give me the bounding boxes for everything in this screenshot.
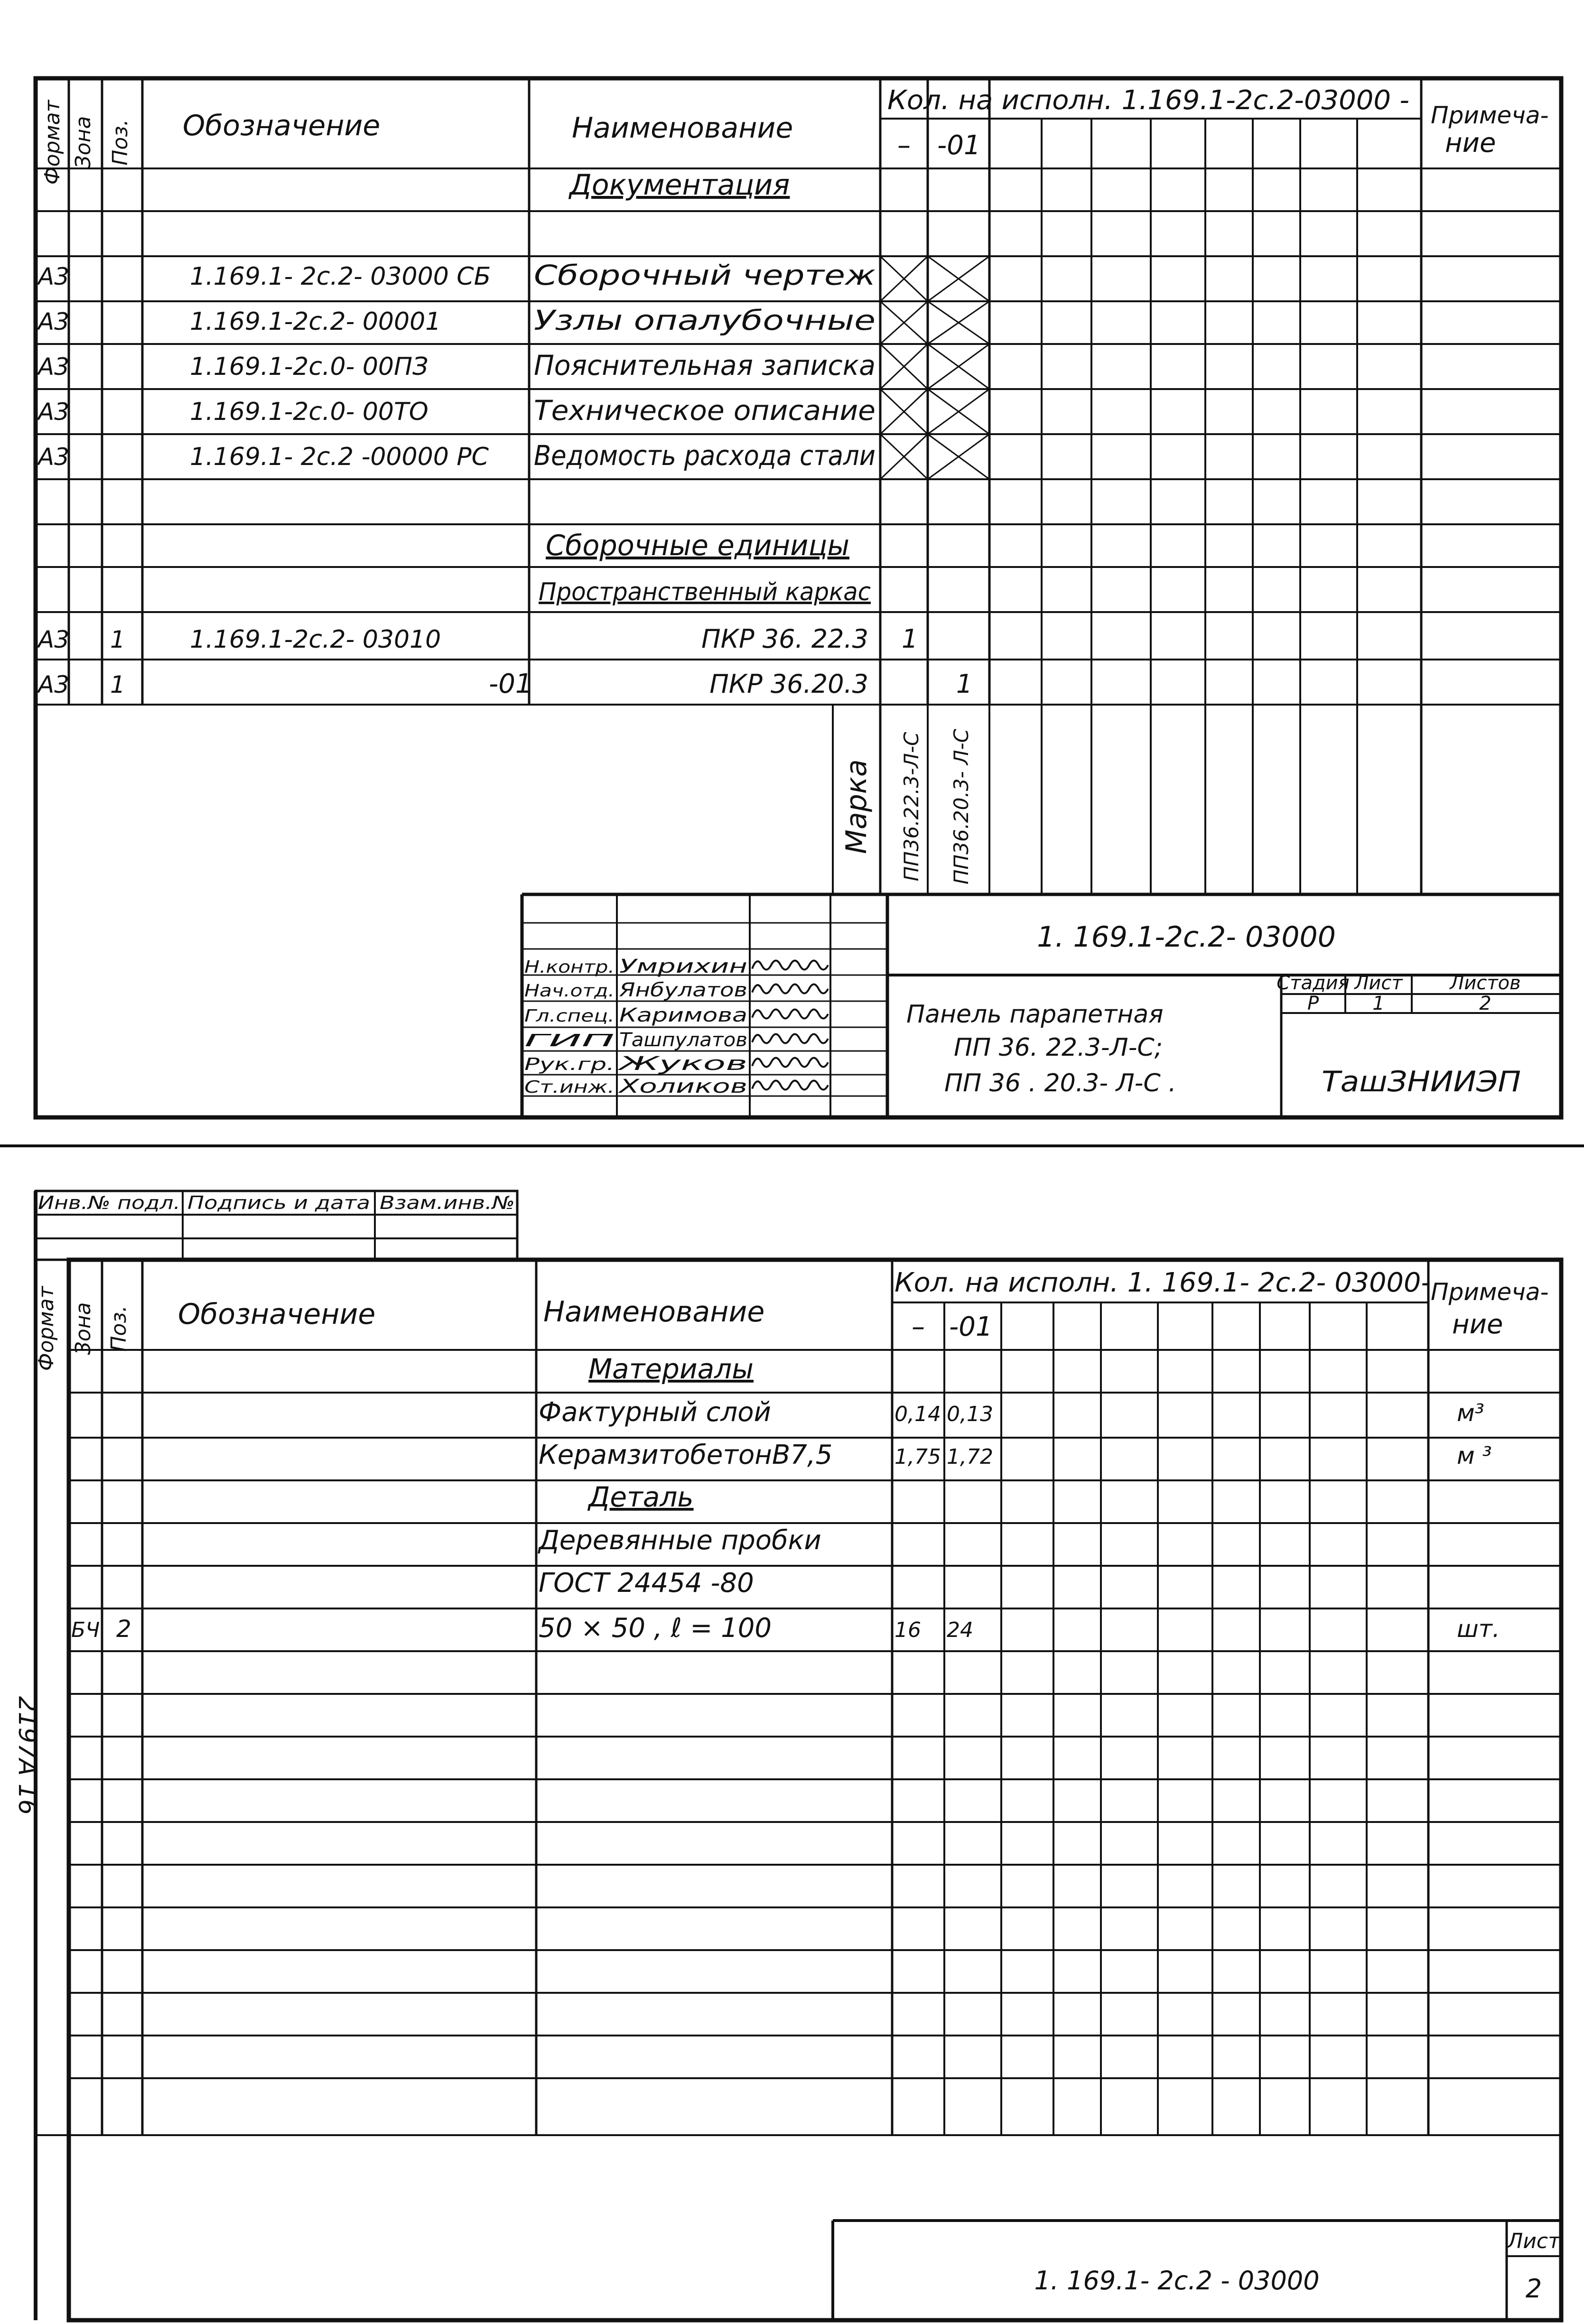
material-row-name: Фактурный слой <box>539 1397 771 1428</box>
material-row-name: Материалы <box>588 1353 754 1385</box>
col-qty-header: Кол. на исполн. 1.169.1-2с.2-03000 - <box>887 85 1409 116</box>
doc-row-format: А3 <box>38 353 70 381</box>
stamp-stage: Р <box>1307 993 1319 1014</box>
signature-mark <box>752 1081 828 1090</box>
doc-row-name: Узлы опалубочные <box>534 304 876 336</box>
material-row-name: КерамзитобетонВ7,5 <box>539 1440 833 1470</box>
material-row-qty-b: 24 <box>947 1618 973 1642</box>
bottom-sheet-label: Лист <box>1507 2229 1560 2253</box>
doc-row-designation: 1.169.1-2с.0- 00ПЗ <box>190 353 429 381</box>
doc-row-name: Техническое описание <box>534 394 876 427</box>
bottom-sheet-number: 2 <box>1525 2274 1542 2304</box>
col-name-header: Наименование <box>572 112 793 145</box>
stamp-title: ПП 36. 22.3-Л-С; <box>954 1033 1163 1062</box>
signature-date-label: Подпись и дата <box>187 1192 370 1213</box>
material-row-name: ГОСТ 24454 -80 <box>539 1568 754 1599</box>
margin-number: 2197А 16 <box>13 1696 41 1815</box>
doc-row-designation: 1.169.1- 2с.2 -00000 РС <box>190 443 489 471</box>
material-row-name: Деревянные пробки <box>539 1525 821 1556</box>
section-assembly-heading: Сборочные единицы <box>546 529 849 562</box>
marka-value: ПП36.20.3- Л-С <box>950 728 973 885</box>
signature-mark <box>752 985 828 994</box>
sheet2-frame <box>69 1260 1561 2320</box>
material-row-note: шт. <box>1457 1615 1500 1643</box>
material-row-pos: 2 <box>116 1615 131 1643</box>
material-row-qty-a: 16 <box>894 1618 921 1642</box>
col-note-header-2: ние <box>1452 1309 1503 1340</box>
assembly-row-pos: 1 <box>110 671 125 698</box>
signature-mark <box>752 961 828 970</box>
signature-name: Жуков <box>616 1053 747 1075</box>
assembly-row-designation: -01 <box>489 669 532 699</box>
stamp-title: ПП 36 . 20.3- Л-С . <box>944 1069 1176 1097</box>
signature-role: Нач.отд. <box>524 981 615 1001</box>
assembly-row-name: ПКР 36.20.3 <box>709 669 868 699</box>
col-format-header: Формат <box>40 100 65 185</box>
marka-label: Марка <box>840 759 873 854</box>
col-note-header: Примеча- <box>1431 102 1549 129</box>
assembly-row-qty-a: 1 <box>902 624 918 654</box>
doc-row-name: Сборочный чертеж <box>534 259 876 291</box>
col-pos-header: Поз. <box>108 119 132 166</box>
stamp-sheets-label: Листов <box>1450 972 1521 994</box>
signature-name: Холиков <box>617 1076 747 1097</box>
col-note-header: Примеча- <box>1431 1278 1549 1306</box>
col-format-header: Формат <box>34 1286 58 1371</box>
signature-role: ГИП <box>524 1031 615 1050</box>
material-row-note: м³ <box>1457 1399 1484 1427</box>
stamp-title: Панель парапетная <box>906 1000 1164 1029</box>
doc-row-format: А3 <box>38 263 70 290</box>
stamp-sheets: 2 <box>1479 993 1491 1014</box>
stamp-stage-label: Стадия <box>1277 972 1350 994</box>
doc-row-format: А3 <box>38 398 70 426</box>
doc-row-format: А3 <box>38 443 70 471</box>
assembly-row-designation: 1.169.1-2с.2- 03010 <box>190 625 441 654</box>
col-qty-dash: – <box>912 1311 925 1342</box>
assembly-row-format: А3 <box>38 671 70 698</box>
stamp-sheet: 1 <box>1372 993 1385 1014</box>
doc-row-name: Ведомость расхода стали <box>534 439 876 472</box>
col-qty-header: Кол. на исполн. 1. 169.1- 2с.2- 03000- <box>894 1267 1431 1298</box>
material-row-note: м ³ <box>1457 1442 1492 1469</box>
assembly-row-qty-b: 1 <box>956 669 973 699</box>
signature-mark <box>752 1058 828 1067</box>
doc-row-designation: 1.169.1-2с.2- 00001 <box>190 307 441 336</box>
col-qty-dash: – <box>897 130 911 161</box>
stamp-sheet-label: Лист <box>1354 972 1403 994</box>
signature-role: Рук.гр. <box>524 1055 615 1074</box>
col-qty-01: -01 <box>949 1311 993 1342</box>
section-docs-heading: Документация <box>569 168 790 202</box>
marka-value: ПП36.22.3-Л-С <box>900 732 923 882</box>
subsection-frame-heading: Пространственный каркас <box>539 578 871 606</box>
col-designation-header: Обозначение <box>183 109 381 142</box>
col-qty-01: -01 <box>937 130 981 161</box>
signature-mark <box>752 1010 828 1019</box>
col-pos-header: Поз. <box>107 1305 131 1352</box>
material-row-qty-a: 1,75 <box>894 1445 941 1469</box>
col-note-header-2: ние <box>1445 128 1496 158</box>
material-row-name: Деталь <box>588 1481 694 1513</box>
material-row-name: 50 × 50 , ℓ = 100 <box>539 1613 772 1644</box>
signature-role: Гл.спец. <box>524 1006 615 1026</box>
signature-name: Каримова <box>619 1004 747 1026</box>
assembly-row-name: ПКР 36. 22.3 <box>701 624 868 654</box>
stamp-org: ТашЗНИИЭП <box>1322 1065 1521 1098</box>
signature-name: Умрихин <box>619 956 747 977</box>
col-zone-header: Зона <box>71 1302 95 1355</box>
doc-row-designation: 1.169.1- 2с.2- 03000 СБ <box>190 262 491 291</box>
replacement-inventory-label: Взам.инв.№ <box>380 1192 515 1213</box>
material-row-qty-a: 0,14 <box>894 1402 941 1426</box>
bottom-stamp-code: 1. 169.1- 2с.2 - 03000 <box>1034 2266 1320 2296</box>
assembly-row-pos: 1 <box>110 626 125 653</box>
signature-mark <box>752 1034 828 1043</box>
stamp-code: 1. 169.1-2с.2- 03000 <box>1037 920 1336 954</box>
doc-row-name: Пояснительная записка <box>534 349 876 381</box>
doc-row-format: А3 <box>38 308 70 335</box>
assembly-row-format: А3 <box>38 626 70 653</box>
col-name-header: Наименование <box>543 1295 765 1329</box>
inventory-number-label: Инв.№ подл. <box>38 1192 180 1213</box>
signature-role: Ст.инж. <box>524 1078 615 1097</box>
signature-role: Н.контр. <box>524 957 615 977</box>
signature-name: Ташпулатов <box>619 1029 747 1051</box>
col-designation-header: Обозначение <box>178 1298 376 1331</box>
doc-row-designation: 1.169.1-2с.0- 00ТО <box>190 398 429 426</box>
material-row-qty-b: 0,13 <box>947 1402 993 1426</box>
signature-name: Янбулатов <box>618 979 747 1001</box>
col-zone-header: Зона <box>71 116 95 169</box>
material-row-format: БЧ <box>71 1618 100 1642</box>
material-row-qty-b: 1,72 <box>947 1445 993 1469</box>
